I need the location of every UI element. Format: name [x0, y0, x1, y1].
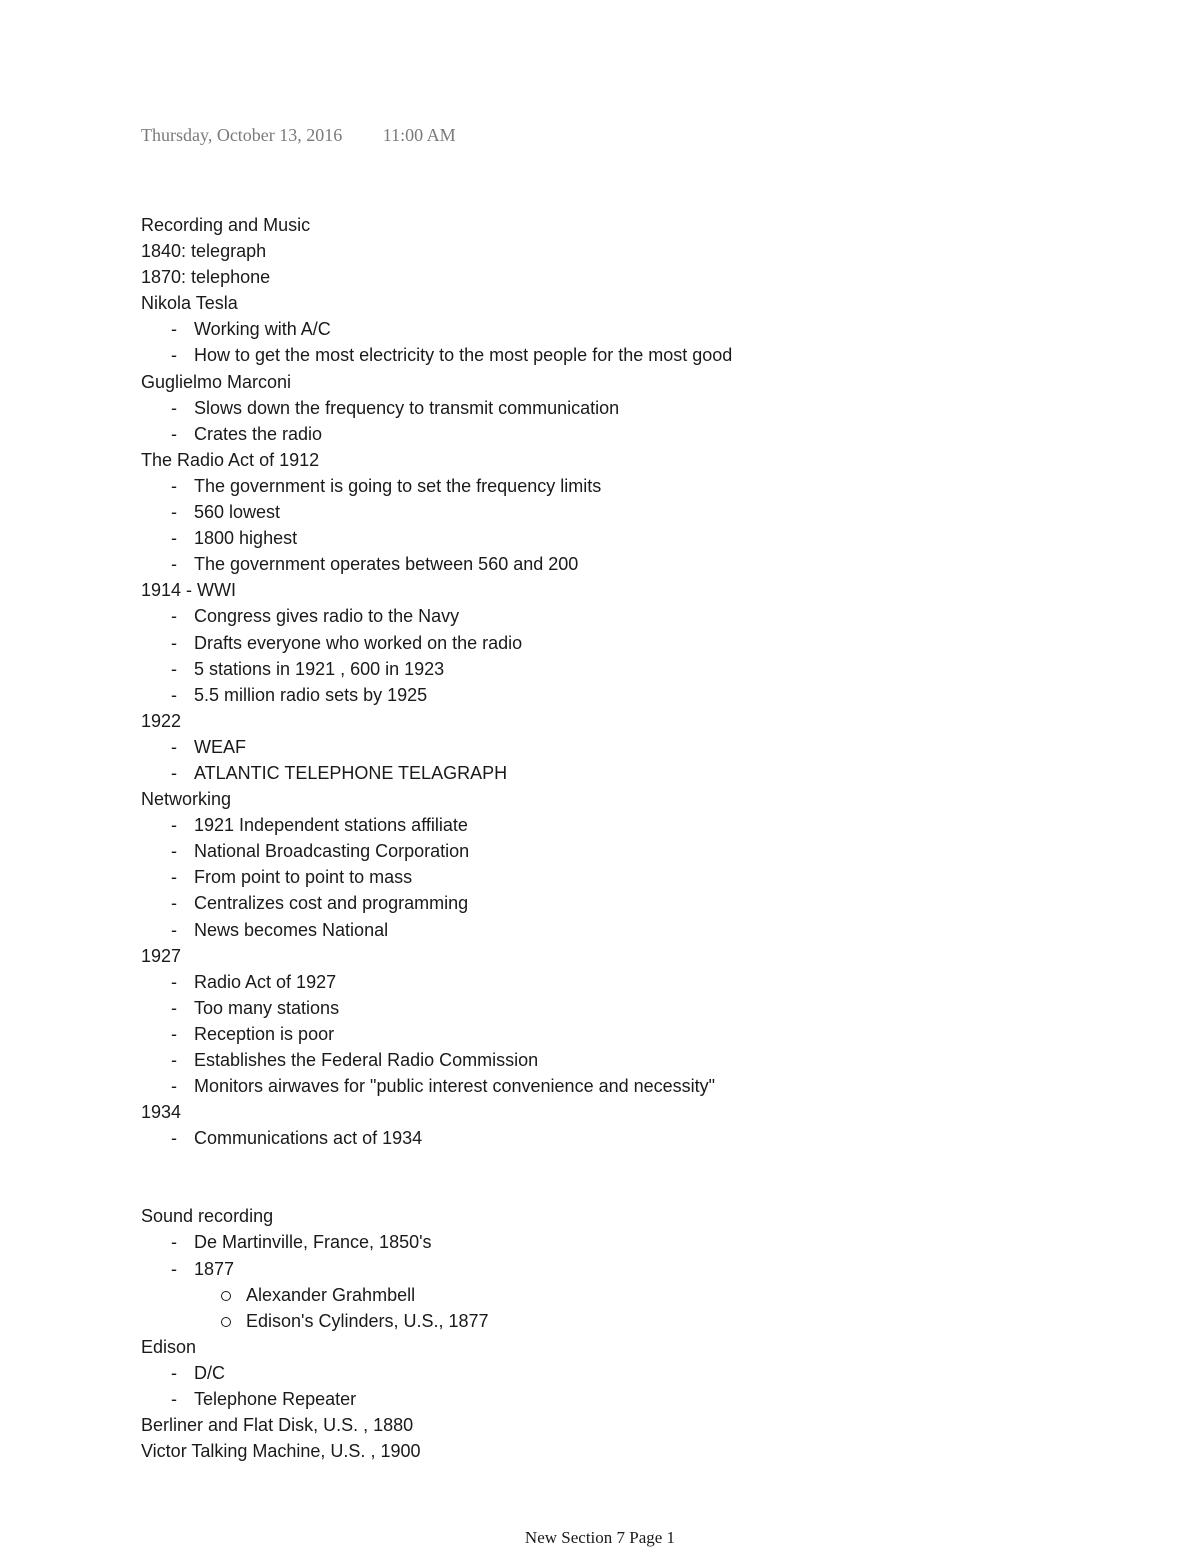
note-bullet-item — [141, 421, 1141, 447]
note-text: How to get the most electricity to the most people for the most good — [194, 345, 733, 366]
dash-bullet-icon: - — [171, 971, 177, 992]
note-text: 1800 highest — [194, 528, 298, 549]
note-heading — [141, 943, 1141, 969]
dash-bullet-icon: - — [171, 867, 177, 888]
note-bullet-item — [141, 499, 1141, 525]
note-bullet-item — [141, 995, 1141, 1021]
dash-bullet-icon: - — [171, 997, 177, 1018]
note-heading — [141, 1099, 1141, 1125]
note-text: The government operates between 560 and 200 — [194, 554, 579, 575]
dash-bullet-icon: - — [171, 736, 177, 757]
note-text: Too many stations — [194, 997, 340, 1018]
note-header — [141, 125, 456, 146]
note-heading — [141, 1334, 1141, 1360]
notes-block-radio — [141, 212, 1141, 1151]
note-bullet-item — [141, 1073, 1141, 1099]
note-bullet-item — [141, 656, 1141, 682]
note-bullet-item — [141, 1256, 1141, 1282]
note-bullet-item — [141, 316, 1141, 342]
note-text: 5 stations in 1921 , 600 in 1923 — [194, 658, 445, 679]
note-text: 560 lowest — [194, 502, 281, 523]
note-bullet-item — [141, 551, 1141, 577]
note-text: Monitors airwaves for "public interest convenience and necessity" — [194, 1076, 716, 1097]
note-bullet-item — [141, 1229, 1141, 1255]
note-text: D/C — [194, 1362, 225, 1383]
note-heading — [141, 369, 1141, 395]
note-text: The Radio Act of 1912 — [141, 449, 320, 470]
note-text: Slows down the frequency to transmit communication — [194, 397, 620, 418]
note-text: 1927 — [141, 945, 182, 966]
note-text: From point to point to mass — [194, 867, 413, 888]
note-bullet-item — [141, 812, 1141, 838]
note-bullet-item — [141, 838, 1141, 864]
note-text: Berliner and Flat Disk, U.S. , 1880 — [141, 1415, 414, 1436]
note-text: Edison — [141, 1336, 197, 1357]
note-bullet-item — [141, 1282, 1141, 1308]
note-heading — [141, 577, 1141, 603]
note-bullet-item — [141, 395, 1141, 421]
note-text: 1921 Independent stations affiliate — [194, 815, 468, 836]
note-bullet-item — [141, 734, 1141, 760]
note-text: Nikola Tesla — [141, 293, 238, 314]
note-text: De Martinville, France, 1850's — [194, 1232, 432, 1253]
dash-bullet-icon: - — [171, 1232, 177, 1253]
note-text: Networking — [141, 789, 232, 810]
dash-bullet-icon: - — [171, 502, 177, 523]
note-text: Reception is poor — [194, 1023, 335, 1044]
note-bullet-item — [141, 525, 1141, 551]
note-heading — [141, 212, 1141, 238]
page-footer: New Section 7 Page 1 — [524, 1528, 676, 1547]
note-bullet-item — [141, 917, 1141, 943]
note-text: ATLANTIC TELEPHONE TELAGRAPH — [194, 762, 508, 783]
note-heading — [141, 264, 1141, 290]
blank-gap — [141, 1151, 1141, 1203]
dash-bullet-icon: - — [171, 632, 177, 653]
note-body[interactable] — [141, 212, 1141, 1464]
notes-block-sound-recording — [141, 1203, 1141, 1464]
note-text: 1840: telegraph — [141, 241, 267, 262]
dash-bullet-icon: - — [171, 658, 177, 679]
note-text: Working with A/C — [194, 319, 331, 340]
dash-bullet-icon: - — [171, 1050, 177, 1070]
dash-bullet-icon: - — [171, 1258, 177, 1279]
dash-bullet-icon: - — [171, 815, 177, 836]
note-text: Communications act of 1934 — [194, 1128, 423, 1149]
note-heading — [141, 1203, 1141, 1229]
note-bullet-item — [141, 969, 1141, 995]
note-heading — [141, 786, 1141, 812]
note-text: 1870: telephone — [141, 267, 271, 288]
dash-bullet-icon: - — [171, 1023, 177, 1044]
note-heading — [141, 447, 1141, 473]
note-bullet-item — [141, 630, 1141, 656]
note-text: Sound recording — [141, 1206, 274, 1227]
note-text: National Broadcasting Corporation — [194, 841, 470, 862]
note-text: 1922 — [141, 710, 182, 731]
note-text: News becomes National — [194, 919, 389, 940]
note-heading — [141, 1412, 1141, 1438]
note-text: WEAF — [194, 736, 246, 757]
note-bullet-item — [141, 473, 1141, 499]
dash-bullet-icon: - — [171, 606, 177, 627]
note-bullet-item — [141, 1360, 1141, 1386]
note-time: 11:00 AM — [382, 125, 456, 145]
note-text: Radio Act of 1927 — [194, 971, 337, 992]
note-heading — [141, 238, 1141, 264]
note-bullet-item — [141, 1308, 1141, 1334]
note-text: Drafts everyone who worked on the radio — [194, 632, 523, 653]
note-heading — [141, 290, 1141, 316]
note-bullet-item — [141, 1386, 1141, 1412]
circle-bullet-icon — [221, 1291, 231, 1301]
note-bullet-item — [141, 864, 1141, 890]
note-text: Alexander Grahmbell — [246, 1284, 416, 1305]
note-heading — [141, 1438, 1141, 1464]
dash-bullet-icon: - — [171, 919, 177, 940]
note-text: Edison's Cylinders, U.S., 1877 — [246, 1310, 489, 1331]
dash-bullet-icon: - — [171, 528, 177, 549]
note-bullet-item — [141, 1125, 1141, 1151]
note-bullet-item — [141, 1047, 1141, 1073]
note-bullet-item — [141, 342, 1141, 368]
note-text: Guglielmo Marconi — [141, 371, 292, 392]
note-text: The government is going to set the frequency limits — [194, 475, 602, 496]
dash-bullet-icon: - — [171, 345, 177, 366]
note-text: Establishes the Federal Radio Commission — [194, 1050, 539, 1070]
note-text: 1877 — [194, 1258, 235, 1279]
dash-bullet-icon: - — [171, 1128, 177, 1149]
dash-bullet-icon: - — [171, 1362, 177, 1383]
note-text: 1934 — [141, 1102, 182, 1123]
note-text: Congress gives radio to the Navy — [194, 606, 460, 627]
note-date: Thursday, October 13, 2016 — [141, 125, 343, 145]
note-text: Victor Talking Machine, U.S. , 1900 — [141, 1441, 421, 1462]
note-text: Centralizes cost and programming — [194, 893, 469, 914]
note-text: 1914 - WWI — [141, 580, 237, 601]
note-bullet-item — [141, 1021, 1141, 1047]
note-text: 5.5 million radio sets by 1925 — [194, 684, 428, 705]
dash-bullet-icon: - — [171, 319, 177, 340]
dash-bullet-icon: - — [171, 1389, 177, 1410]
note-text: Crates the radio — [194, 423, 323, 444]
note-bullet-item — [141, 603, 1141, 629]
dash-bullet-icon: - — [171, 554, 177, 575]
note-bullet-item — [141, 760, 1141, 786]
dash-bullet-icon: - — [171, 475, 177, 496]
note-bullet-item — [141, 890, 1141, 916]
circle-bullet-icon — [221, 1317, 231, 1327]
note-text: Recording and Music — [141, 215, 311, 235]
note-text: Telephone Repeater — [194, 1389, 357, 1410]
note-bullet-item — [141, 682, 1141, 708]
dash-bullet-icon: - — [171, 841, 177, 862]
dash-bullet-icon: - — [171, 1076, 177, 1097]
note-heading — [141, 708, 1141, 734]
dash-bullet-icon: - — [171, 397, 177, 418]
dash-bullet-icon: - — [171, 893, 177, 914]
dash-bullet-icon: - — [171, 762, 177, 783]
dash-bullet-icon: - — [171, 684, 177, 705]
dash-bullet-icon: - — [171, 423, 177, 444]
